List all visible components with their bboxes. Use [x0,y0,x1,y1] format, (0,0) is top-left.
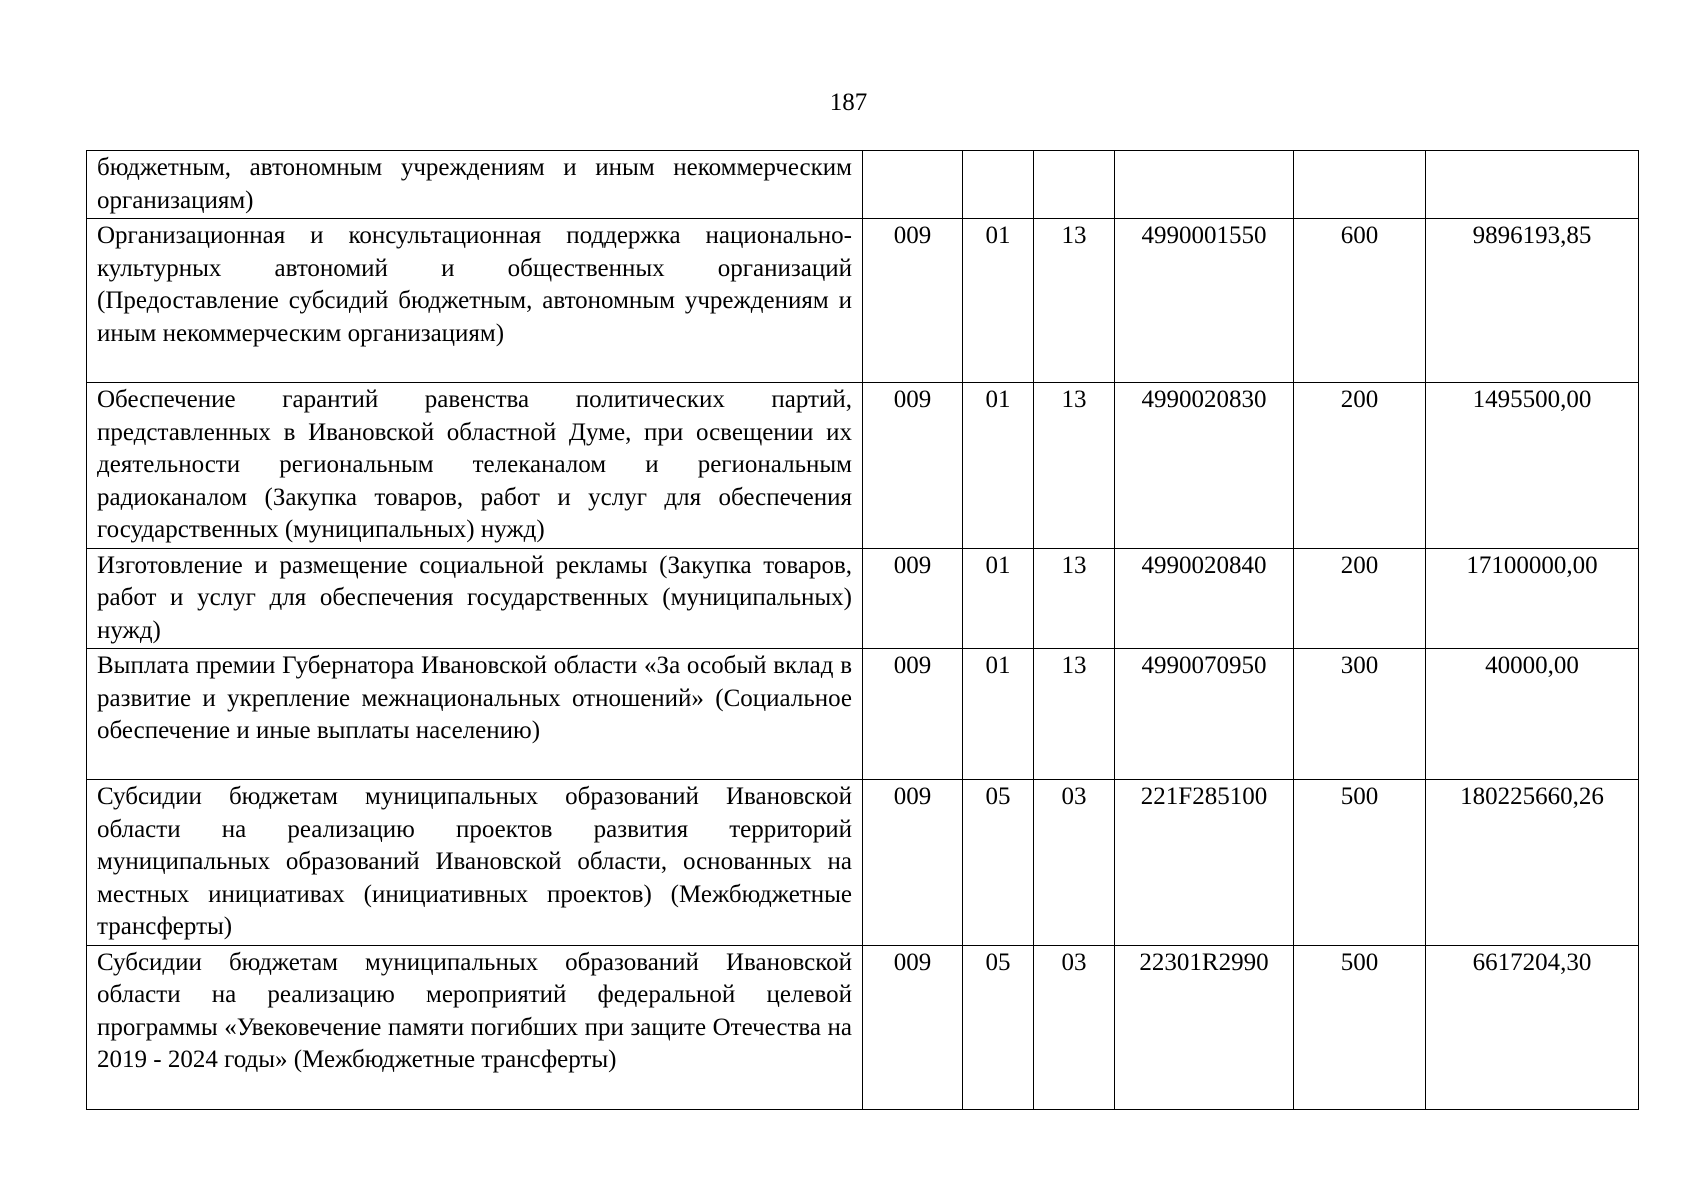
row-ved: 009 [863,383,963,549]
table-row [87,548,1639,649]
row-pr [1034,151,1115,219]
row-ved: 009 [863,219,963,383]
row-pr: 03 [1034,945,1115,1109]
row-pr: 13 [1034,548,1115,649]
row-ved: 009 [863,780,963,946]
row-description: бюджетным, автономным учреждениям и иным некоммерческим организациям) [87,151,863,219]
row-csr: 4990001550 [1115,219,1294,383]
budget-table [86,150,1639,1110]
table-row [87,219,1639,383]
row-vr: 300 [1294,649,1426,780]
row-amount: 9896193,85 [1426,219,1639,383]
row-pr: 13 [1034,649,1115,780]
row-rz: 01 [963,383,1034,549]
row-amount: 6617204,30 [1426,945,1639,1109]
row-ved [863,151,963,219]
row-description: Субсидии бюджетам муниципальных образований Ивановской области на реализацию мероприятий федеральной целевой программы «Увековечение памяти погибших при защите Отечества на 2019 - 2024 годы» (Межбюджетные трансферты) [87,945,863,1109]
row-rz [963,151,1034,219]
row-vr: 500 [1294,945,1426,1109]
table-row [87,151,1639,219]
row-csr: 221F285100 [1115,780,1294,946]
row-ved: 009 [863,945,963,1109]
row-vr [1294,151,1426,219]
row-pr: 03 [1034,780,1115,946]
row-pr: 13 [1034,219,1115,383]
row-vr: 200 [1294,548,1426,649]
table-row [87,945,1639,1109]
row-vr: 500 [1294,780,1426,946]
row-amount: 180225660,26 [1426,780,1639,946]
row-amount: 17100000,00 [1426,548,1639,649]
row-rz: 05 [963,780,1034,946]
row-rz: 01 [963,548,1034,649]
row-description: Выплата премии Губернатора Ивановской области «За особый вклад в развитие и укрепление межнациональных отношений» (Социальное обеспечение и иные выплаты населению) [87,649,863,780]
row-csr: 4990070950 [1115,649,1294,780]
row-amount: 40000,00 [1426,649,1639,780]
row-amount: 1495500,00 [1426,383,1639,549]
table-row [87,383,1639,549]
row-csr: 4990020830 [1115,383,1294,549]
row-ved: 009 [863,548,963,649]
row-amount [1426,151,1639,219]
row-description: Субсидии бюджетам муниципальных образований Ивановской области на реализацию проектов развития территорий муниципальных образований Ивановской области, основанных на местных инициативах (инициативных проектов) (Межбюджетные трансферты) [87,780,863,946]
row-csr: 4990020840 [1115,548,1294,649]
row-rz: 01 [963,649,1034,780]
row-ved: 009 [863,649,963,780]
row-csr: 22301R2990 [1115,945,1294,1109]
table-row [87,780,1639,946]
row-description: Изготовление и размещение социальной рекламы (Закупка товаров, работ и услуг для обеспечения государственных (муниципальных) нужд) [87,548,863,649]
table-row [87,649,1639,780]
row-rz: 05 [963,945,1034,1109]
row-pr: 13 [1034,383,1115,549]
row-vr: 200 [1294,383,1426,549]
page-number: 187 [829,89,868,116]
row-rz: 01 [963,219,1034,383]
row-description: Обеспечение гарантий равенства политических партий, представленных в Ивановской областной Думе, при освещении их деятельности региональным телеканалом и региональным радиоканалом (Закупка товаров, работ и услуг для обеспечения государственных (муниципальных) нужд) [87,383,863,549]
row-csr [1115,151,1294,219]
row-vr: 600 [1294,219,1426,383]
row-description: Организационная и консультационная поддержка национально-культурных автономий и общественных организаций (Предоставление субсидий бюджетным, автономным учреждениям и иным некоммерческим организациям) [87,219,863,383]
